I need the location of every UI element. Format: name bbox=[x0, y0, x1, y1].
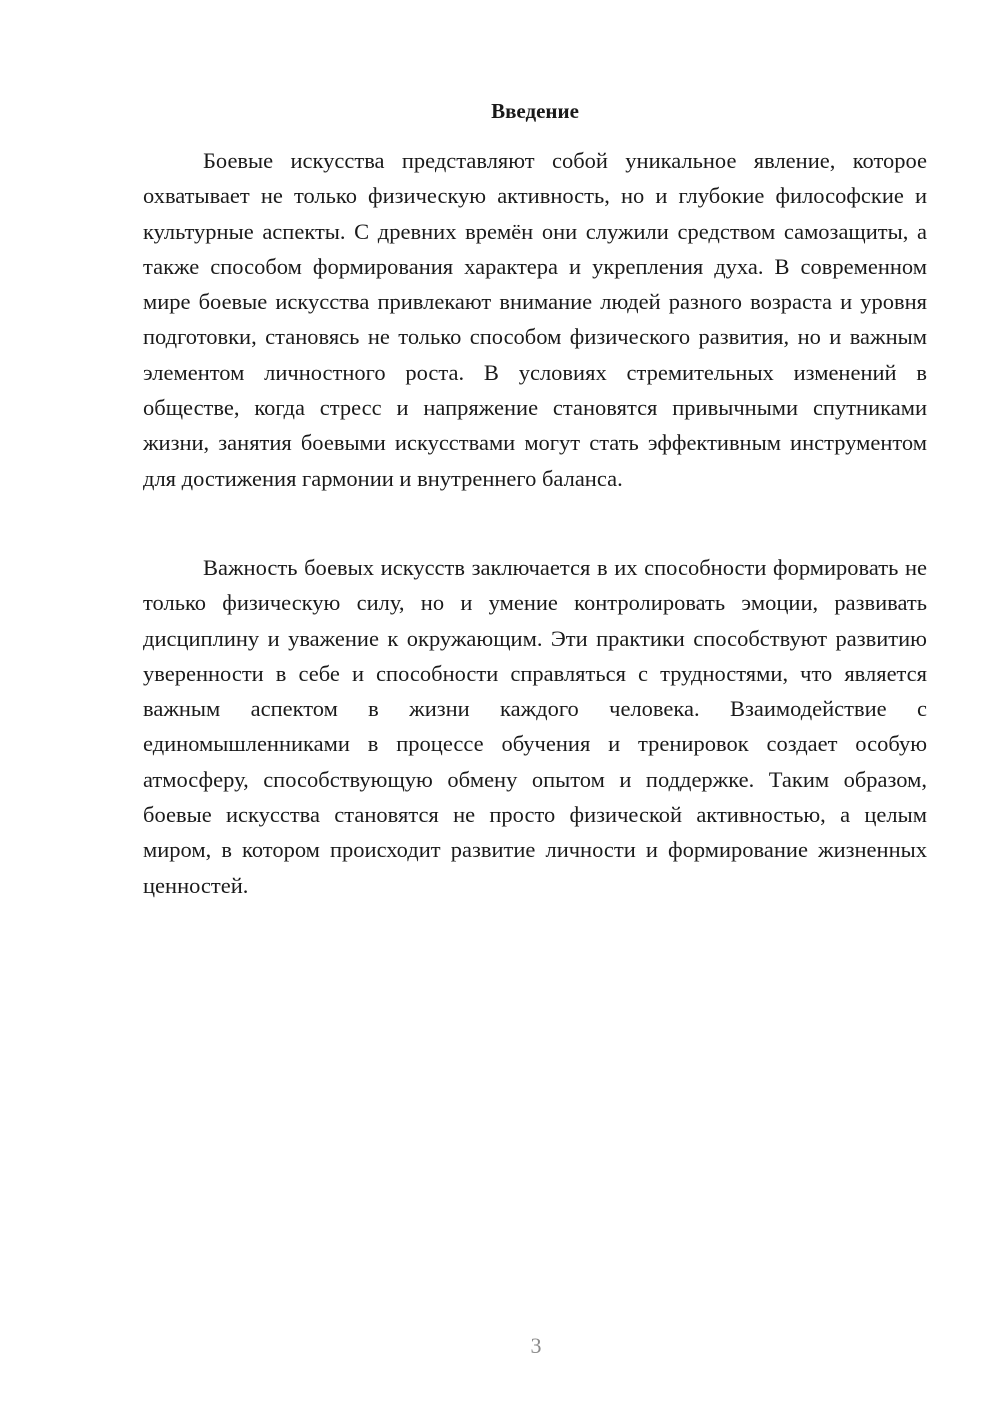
page-number: 3 bbox=[530, 1333, 542, 1358]
paragraph-intro: Боевые искусства представляют собой уникальное явление, которое охватывает не только физическую активность, но и глубокие философские и культурные аспекты. С древних времён они служили средством самозащиты, а также способом формирования характера и укрепления духа. В современном мире боевые искусства привлекают внимание людей разного возраста и уровня подготовки, становясь не только способом физического развития, но и важным элементом личностного роста. В условиях стремительных изменений в обществе, когда стресс и напряжение становятся привычными спутниками жизни, занятия боевыми искусствами могут стать эффективным инструментом для достижения гармонии и внутреннего баланса. bbox=[143, 148, 927, 491]
paragraph-importance: Важность боевых искусств заключается в их способности формировать не только физическую силу, но и умение контролировать эмоции, развивать дисциплину и уважение к окружающим. Эти практики способствуют развитию уверенности в себе и способности справляться с трудностями, что является важным аспектом в жизни каждого человека. Взаимодействие с единомышленниками в процессе обучения и тренировок создает особую атмосферу, способствующую обмену опытом и поддержке. Таким образом, боевые искусства становятся не просто физической активностью, а целым миром, в котором происходит развитие личности и формирование жизненных ценностей. bbox=[143, 555, 927, 898]
page-title: Введение bbox=[491, 99, 579, 123]
